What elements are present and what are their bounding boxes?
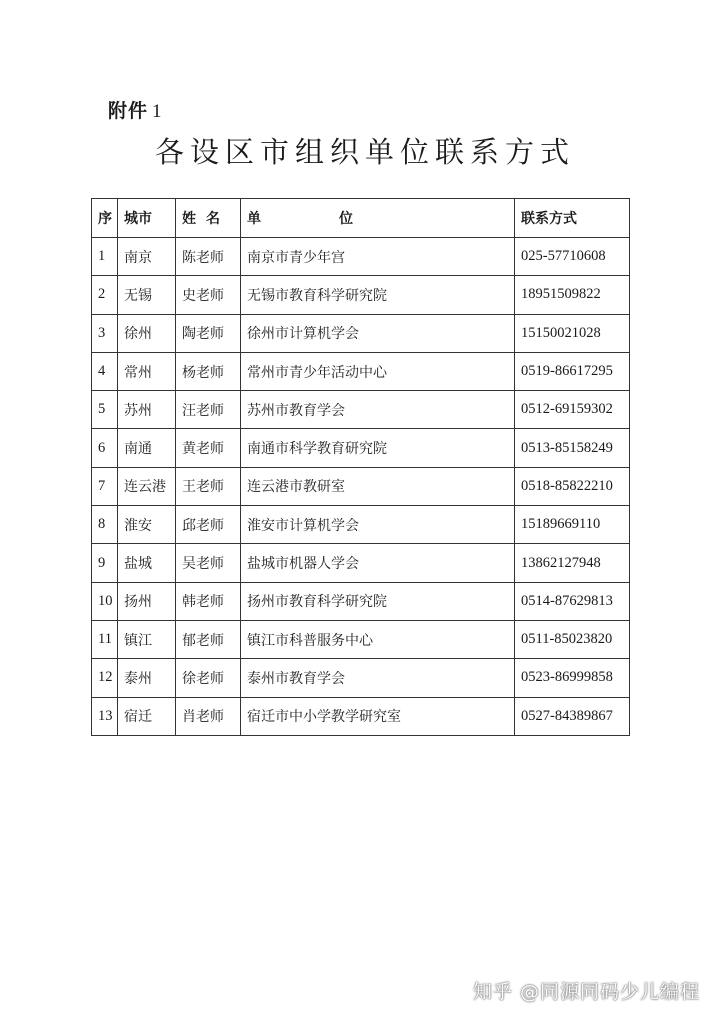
row-contact-name: 王老师: [176, 467, 241, 505]
row-contact-name: 史老师: [176, 276, 241, 314]
header-row: [92, 199, 630, 238]
attachment-number: 1: [152, 101, 163, 122]
header-unit: [241, 199, 515, 238]
row-phone: 0512-69159302: [515, 391, 630, 429]
table-row: [92, 352, 630, 390]
table-row: [92, 620, 630, 658]
row-unit: 盐城市机器人学会: [241, 544, 515, 582]
row-phone: 0511-85023820: [515, 620, 630, 658]
row-phone: 15150021028: [515, 314, 630, 352]
row-contact-name: 邱老师: [176, 506, 241, 544]
table-row: [92, 391, 630, 429]
row-unit: 扬州市教育科学研究院: [241, 582, 515, 620]
row-city: 扬州: [118, 582, 176, 620]
header-contact: 联系方式: [515, 199, 630, 238]
row-city: 常州: [118, 352, 176, 390]
header-name-first: 姓: [182, 211, 206, 227]
row-city: 南通: [118, 429, 176, 467]
row-contact-name: 肖老师: [176, 697, 241, 735]
row-unit: 淮安市计算机学会: [241, 506, 515, 544]
table-row: [92, 544, 630, 582]
row-phone: 0513-85158249: [515, 429, 630, 467]
row-index: 11: [92, 620, 118, 658]
table-header: [92, 199, 630, 238]
row-unit: 南京市青少年宫: [241, 238, 515, 276]
header-unit-first: 单: [247, 211, 261, 227]
row-phone: 0514-87629813: [515, 582, 630, 620]
row-index: 13: [92, 697, 118, 735]
row-unit: 苏州市教育学会: [241, 391, 515, 429]
row-index: 5: [92, 391, 118, 429]
attachment-label: [108, 96, 163, 123]
table-row: [92, 582, 630, 620]
row-unit: 连云港市教研室: [241, 467, 515, 505]
row-phone: 13862127948: [515, 544, 630, 582]
row-index: 9: [92, 544, 118, 582]
row-index: 3: [92, 314, 118, 352]
row-city: 淮安: [118, 506, 176, 544]
row-phone: 0518-85822210: [515, 467, 630, 505]
table-row: [92, 467, 630, 505]
row-city: 南京: [118, 238, 176, 276]
row-city: 镇江: [118, 620, 176, 658]
row-contact-name: 杨老师: [176, 352, 241, 390]
row-unit: 无锡市教育科学研究院: [241, 276, 515, 314]
row-unit: 泰州市教育学会: [241, 659, 515, 697]
row-index: 8: [92, 506, 118, 544]
row-index: 10: [92, 582, 118, 620]
row-unit: 镇江市科普服务中心: [241, 620, 515, 658]
header-name: [176, 199, 241, 238]
contact-table: [91, 198, 630, 736]
row-phone: 15189669110: [515, 506, 630, 544]
watermark: 知乎 @同源同码少儿编程: [472, 981, 700, 1003]
row-city: 盐城: [118, 544, 176, 582]
row-contact-name: 黄老师: [176, 429, 241, 467]
row-city: 无锡: [118, 276, 176, 314]
row-phone: 0523-86999858: [515, 659, 630, 697]
row-contact-name: 汪老师: [176, 391, 241, 429]
table-row: [92, 697, 630, 735]
row-index: 4: [92, 352, 118, 390]
row-city: 连云港: [118, 467, 176, 505]
row-contact-name: 陶老师: [176, 314, 241, 352]
row-phone: 0527-84389867: [515, 697, 630, 735]
table-row: [92, 314, 630, 352]
table-row: [92, 429, 630, 467]
row-city: 泰州: [118, 659, 176, 697]
row-index: 2: [92, 276, 118, 314]
header-city: 城市: [118, 199, 176, 238]
row-phone: 18951509822: [515, 276, 630, 314]
attachment-text: 附件: [108, 100, 149, 122]
table-row: [92, 276, 630, 314]
row-index: 12: [92, 659, 118, 697]
table-row: [92, 506, 630, 544]
row-unit: 徐州市计算机学会: [241, 314, 515, 352]
row-city: 宿迁: [118, 697, 176, 735]
header-unit-second: 位: [339, 211, 353, 227]
row-contact-name: 陈老师: [176, 238, 241, 276]
page-title: 各设区市组织单位联系方式: [154, 135, 575, 169]
row-contact-name: 徐老师: [176, 659, 241, 697]
row-phone: 025-57710608: [515, 238, 630, 276]
row-unit: 南通市科学教育研究院: [241, 429, 515, 467]
row-contact-name: 韩老师: [176, 582, 241, 620]
row-index: 1: [92, 238, 118, 276]
row-city: 苏州: [118, 391, 176, 429]
row-index: 6: [92, 429, 118, 467]
table-row: [92, 659, 630, 697]
row-contact-name: 吴老师: [176, 544, 241, 582]
table-body: [92, 238, 630, 736]
row-unit: 宿迁市中小学教学研究室: [241, 697, 515, 735]
table-row: [92, 238, 630, 276]
row-city: 徐州: [118, 314, 176, 352]
row-contact-name: 郁老师: [176, 620, 241, 658]
header-name-second: 名: [206, 211, 230, 227]
row-unit: 常州市青少年活动中心: [241, 352, 515, 390]
row-phone: 0519-86617295: [515, 352, 630, 390]
row-index: 7: [92, 467, 118, 505]
header-index: 序: [92, 199, 118, 238]
